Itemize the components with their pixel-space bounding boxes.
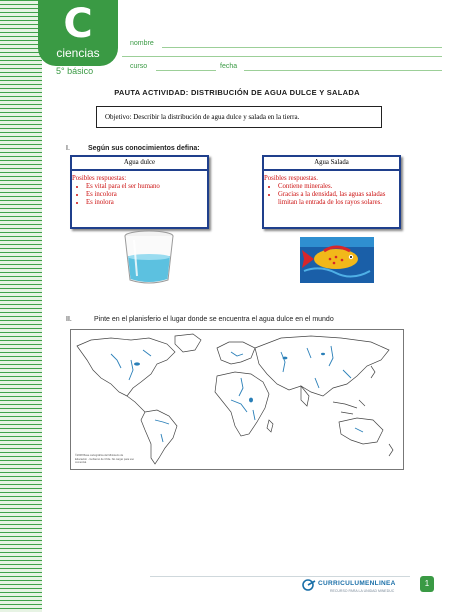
salt-water-intro: Posibles respuestas.: [264, 175, 318, 182]
fresh-water-card: [70, 155, 209, 229]
salt-water-title: Agua Salada: [264, 157, 399, 171]
section1-number: I.: [66, 145, 70, 152]
page-number: 1: [420, 576, 434, 592]
brand-logo-icon: [302, 579, 316, 591]
section2-number: II.: [66, 316, 72, 323]
brand-tagline: RECURSO PARA LA UNIDAD MINEDUC: [330, 589, 395, 593]
date-label: fecha: [220, 63, 238, 70]
subject-label: ciencias: [56, 46, 100, 60]
fresh-answer: • Es incolora: [86, 191, 207, 199]
objective-box: [96, 106, 382, 128]
page-title: PAUTA ACTIVIDAD: DISTRIBUCIÓN DE AGUA DULCE Y SALADA: [114, 88, 360, 97]
footer-divider: [150, 576, 410, 577]
world-map-outline: [71, 330, 403, 469]
map-credit: ©2008 Base cartográfica del Ministerio de Educación - Gobierno de Chile. No cargar para uso comercial.: [75, 454, 134, 464]
world-map[interactable]: [70, 329, 404, 470]
name-label: nombre: [130, 40, 154, 47]
brand-name: CURRICULUMENLINEA: [318, 580, 396, 587]
water-glass-illustration: [122, 230, 176, 286]
fresh-answer: • Es vital para el ser humano: [86, 183, 207, 191]
section1-instruction: Según sus conocimientos defina:: [88, 145, 200, 152]
name-field[interactable]: [162, 47, 442, 48]
fresh-answer: • Es inolora: [86, 199, 207, 207]
fresh-water-title: Agua dulce: [72, 157, 207, 171]
salt-water-card: [262, 155, 401, 229]
grade-label: 5° básico: [56, 66, 94, 76]
section2-instruction: Pinte en el planisferio el lugar donde se encuentra el agua dulce en el mundo: [94, 316, 334, 323]
date-field[interactable]: [244, 70, 442, 71]
subject-logo: [38, 0, 118, 66]
fresh-water-intro: Posibles respuestas:: [72, 175, 127, 182]
course-label: curso: [130, 63, 148, 70]
fish-illustration: [300, 237, 374, 283]
header-divider: [122, 56, 442, 57]
logo-letter: C: [63, 1, 93, 47]
course-field[interactable]: [156, 70, 216, 71]
objective-text: Objetivo: Describir la distribución de agua dulce y salada en la tierra.: [105, 113, 300, 121]
salt-answer: • Gracias a la densidad, las aguas saladas limitan la entrada de los rayos solares.: [278, 191, 399, 207]
salt-answer: • Contiene minerales.: [278, 183, 399, 191]
